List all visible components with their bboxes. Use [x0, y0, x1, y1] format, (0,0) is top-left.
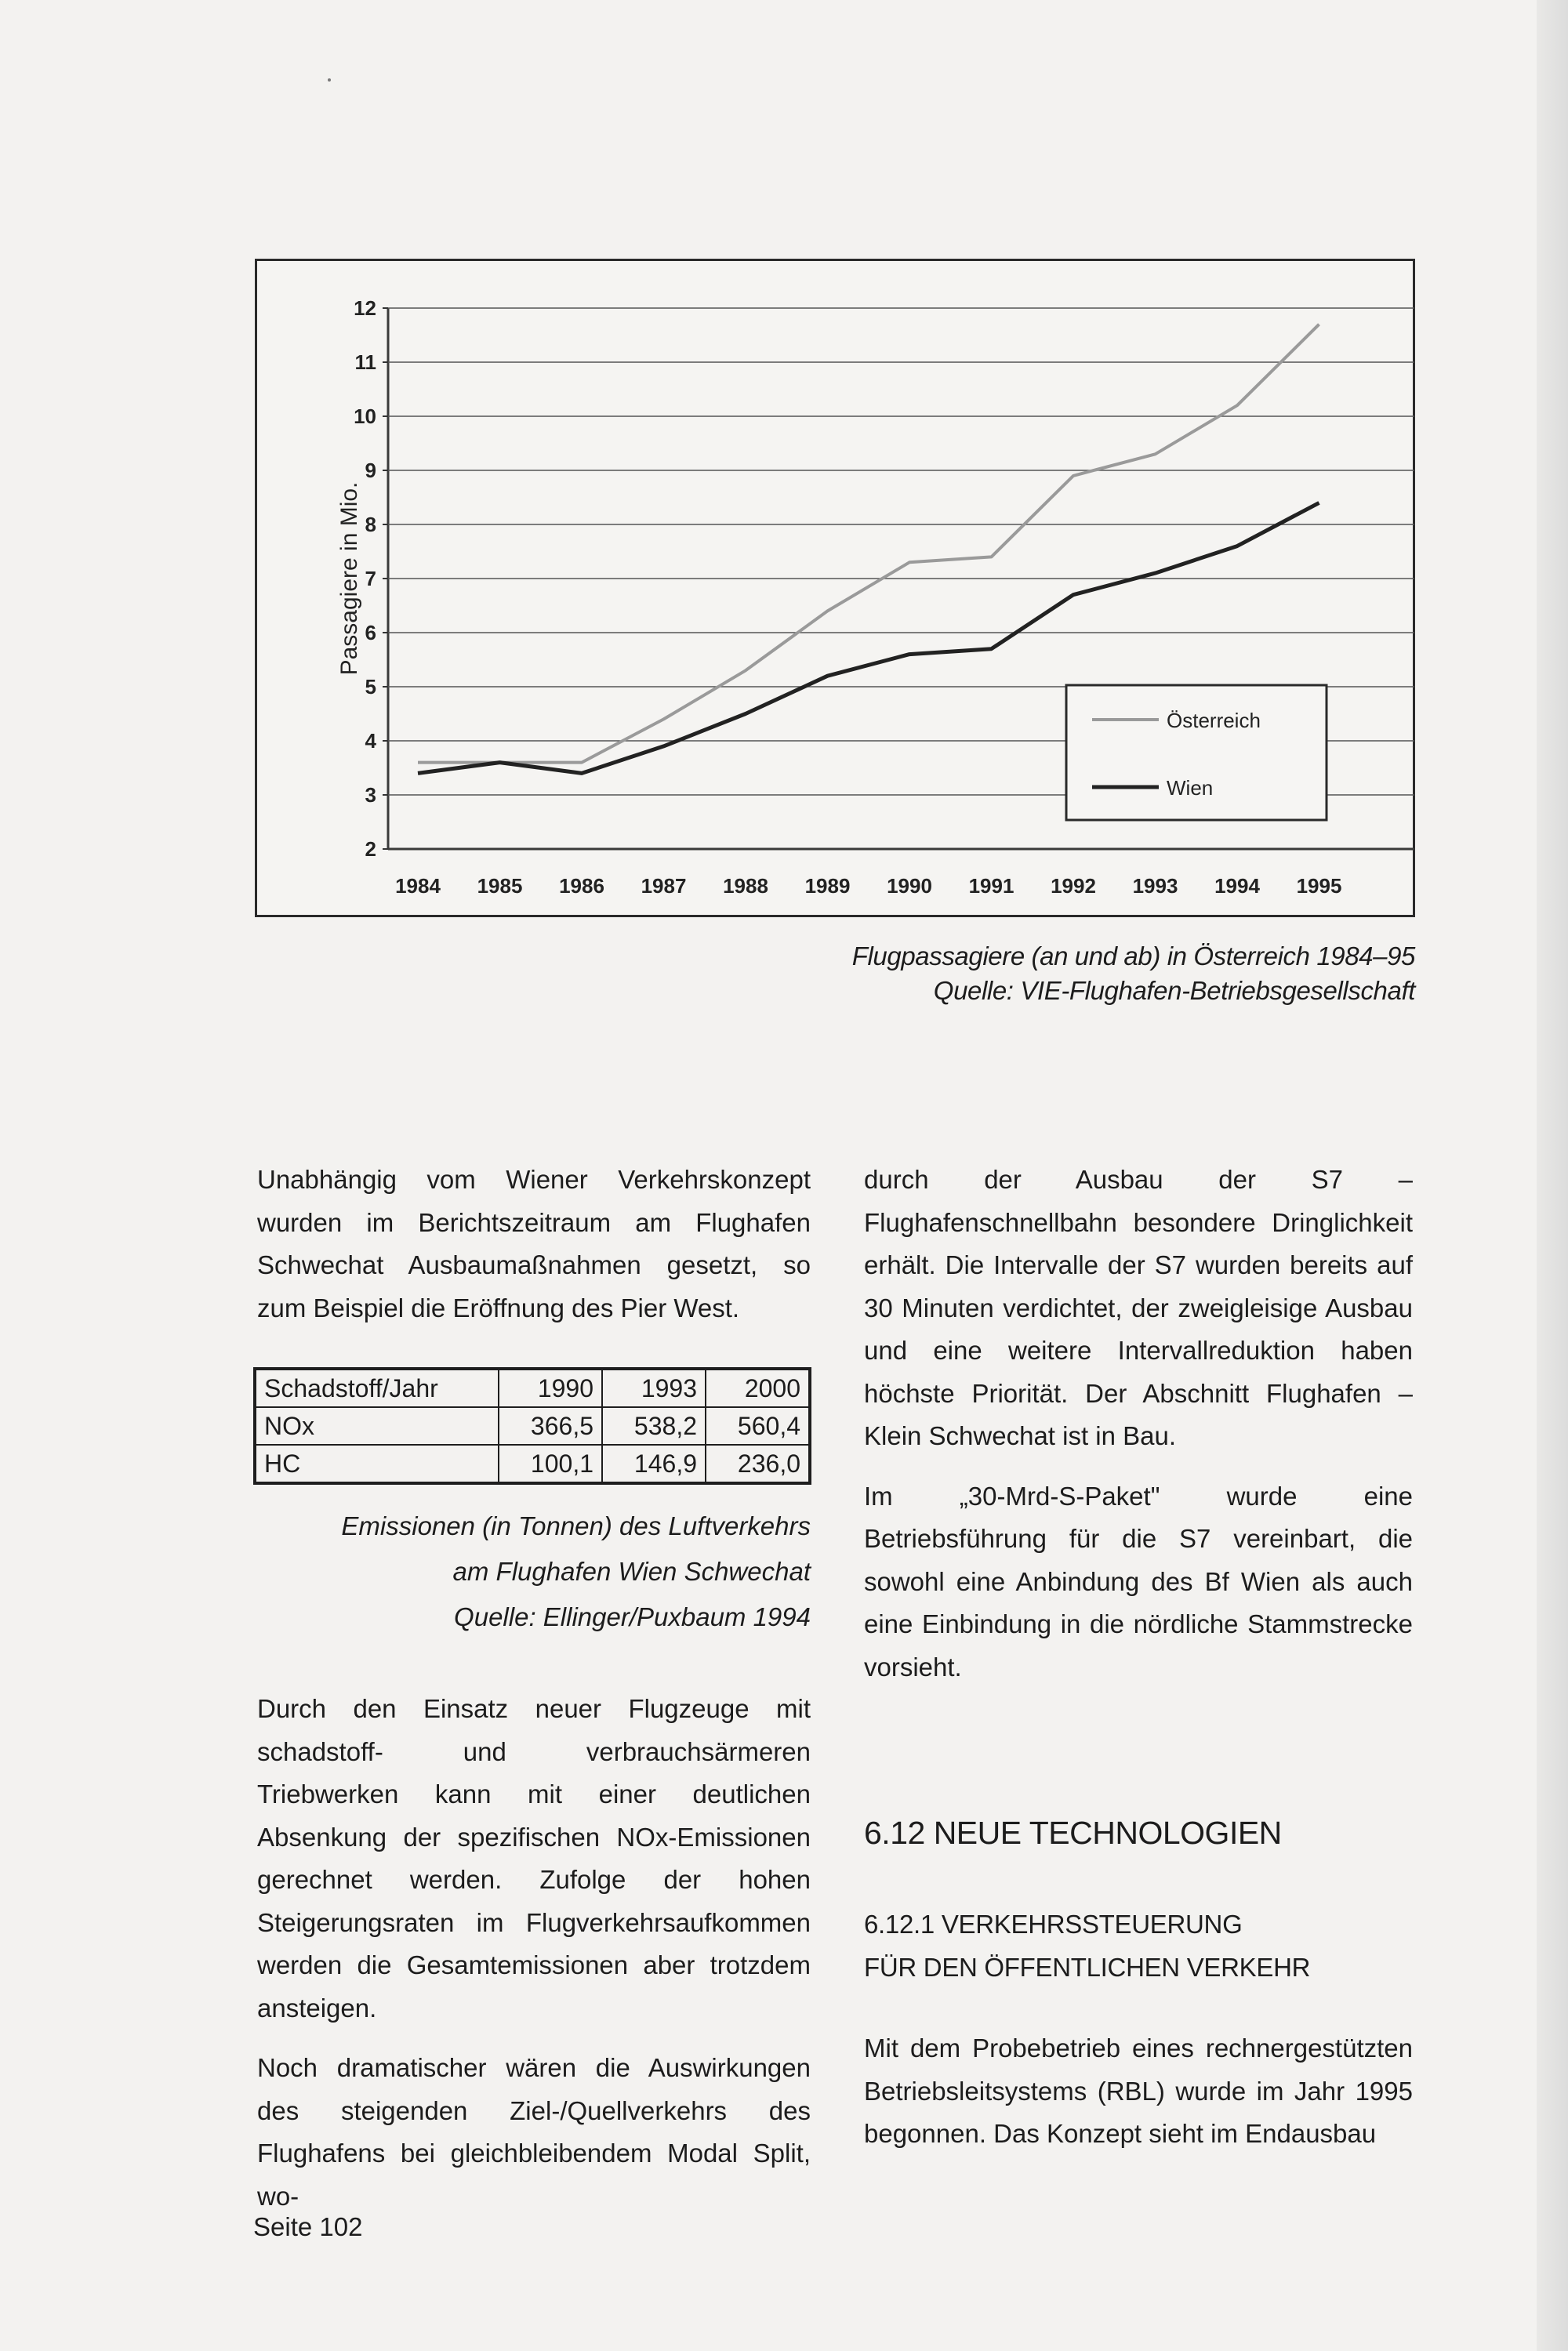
y-tick-label: 12	[354, 296, 376, 320]
y-tick-label: 11	[354, 350, 376, 374]
legend	[1066, 685, 1327, 820]
page-number: Seite 102	[253, 2212, 363, 2241]
right-column-top	[864, 1159, 1413, 1689]
x-tick-label: 1984	[395, 874, 441, 898]
legend-box	[1066, 685, 1327, 820]
y-axis-label: Passagiere in Mio.	[336, 481, 362, 676]
y-tick-label: 4	[365, 729, 376, 753]
table-cell: 560,4	[706, 1407, 810, 1445]
table-cell: NOx	[255, 1407, 499, 1445]
table-caption-line: am Flughafen Wien Schwechat	[452, 1557, 811, 1586]
x-tick-label: 1989	[804, 874, 851, 898]
paragraph: Durch den Einsatz neuer Flugzeuge mit schadstoff- und verbrauchsärmeren Triebwerken kann mit einer deutlichen Absenkung der spezifischen NOx-Emissionen gerechnet werden. Zufolge der hohen Steigerungsraten im Flugverkehrsaufkommen werden die Gesamtemissionen aber trotzdem ansteigen.	[257, 1694, 811, 2023]
y-tick-label: 5	[365, 675, 376, 698]
y-tick-label: 6	[365, 621, 376, 644]
x-tick-label: 1992	[1051, 874, 1096, 898]
table-header-cell: 1990	[499, 1369, 602, 1407]
section-heading: 6.12 NEUE TECHNOLOGIEN	[864, 1815, 1282, 1851]
chart-caption-source: Quelle: VIE-Flughafen-Betriebsgesellschaft	[933, 976, 1415, 1005]
x-tick-label: 1988	[723, 874, 768, 898]
y-tick-label: 3	[365, 783, 376, 807]
x-tick-label: 1990	[887, 874, 932, 898]
x-tick-label: 1995	[1296, 874, 1342, 898]
x-tick-label: 1986	[559, 874, 604, 898]
speck	[328, 78, 331, 82]
x-tick-label: 1985	[477, 874, 523, 898]
left-column-bottom	[257, 1688, 811, 2218]
table-cell: 236,0	[706, 1445, 810, 1483]
paragraph: Mit dem Probebetrieb eines rechnergestützten Betriebsleitsystems (RBL) wurde im Jahr 1995 begonnen. Das Konzept sieht im Endausbau	[864, 2034, 1413, 2148]
table-caption-source: Quelle: Ellinger/Puxbaum 1994	[454, 1602, 811, 1631]
y-tick-label: 2	[365, 837, 376, 861]
x-tick-label: 1993	[1132, 874, 1178, 898]
table-cell: 366,5	[499, 1407, 602, 1445]
table-header-row	[255, 1369, 810, 1407]
paragraph: Im „30-Mrd-S-Paket" wurde eine Betriebsführung für die S7 vereinbart, die sowohl eine Anbindung des Bf Wien als auch eine Einbindung in die nördliche Stammstrecke vorsieht.	[864, 1481, 1413, 1682]
paragraph: durch der Ausbau der S7 – Flughafenschnellbahn besondere Dringlichkeit erhält. Die Intervalle der S7 wurden bereits auf 30 Minuten verdichtet, der zweigleisige Ausbau und eine weitere Intervallreduktion haben höchste Priorität. Der Abschnitt Flughafen – Klein Schwechat ist in Bau.	[864, 1165, 1413, 1450]
right-column-bottom	[864, 2027, 1413, 2156]
subsection-heading-line: 6.12.1 VERKEHRSSTEUERUNG	[864, 1910, 1243, 1939]
table-row	[255, 1407, 810, 1445]
table-header-cell: 2000	[706, 1369, 810, 1407]
table-cell: 538,2	[602, 1407, 706, 1445]
table-header-cell: Schadstoff/Jahr	[255, 1369, 499, 1407]
y-tick-label: 10	[354, 405, 376, 428]
chart-caption	[852, 939, 1415, 1008]
table-cell: 146,9	[602, 1445, 706, 1483]
legend-label-oesterreich: Österreich	[1167, 709, 1261, 732]
table-caption	[257, 1504, 811, 1640]
table-row	[255, 1445, 810, 1483]
y-tick-label: 9	[365, 459, 376, 482]
chart-caption-title: Flugpassagiere (an und ab) in Österreich 1984–95	[851, 941, 1415, 971]
chart-canvas	[257, 261, 1417, 920]
y-tick-label: 8	[365, 513, 376, 536]
y-tick-label: 7	[365, 567, 376, 590]
legend-label-wien: Wien	[1167, 776, 1214, 800]
x-tick-label: 1991	[968, 874, 1014, 898]
x-tick-label: 1994	[1214, 874, 1260, 898]
table-caption-line: Emissionen (in Tonnen) des Luftverkehrs	[341, 1511, 811, 1540]
x-tick-labels	[395, 874, 1341, 898]
table-header-cell: 1993	[602, 1369, 706, 1407]
page-edge-shadow	[1537, 0, 1568, 2351]
paragraph: Unabhängig vom Wiener Verkehrskonzept wurden im Berichtszeitraum am Flughafen Schwechat Ausbaumaßnahmen gesetzt, so zum Beispiel die Eröffnung des Pier West.	[257, 1165, 811, 1322]
passenger-chart	[255, 259, 1415, 917]
table-cell: 100,1	[499, 1445, 602, 1483]
emissions-table	[253, 1367, 811, 1485]
subsection-heading-line: FÜR DEN ÖFFENTLICHEN VERKEHR	[864, 1953, 1311, 1982]
left-column-top	[257, 1159, 811, 1330]
table-cell: HC	[255, 1445, 499, 1483]
x-tick-label: 1987	[641, 874, 687, 898]
paragraph: Noch dramatischer wären die Auswirkungen des steigenden Ziel-/Quellverkehrs des Flughafens bei gleichbleibendem Modal Split, wo-	[257, 2053, 811, 2211]
subsection-heading	[864, 1903, 1310, 1989]
